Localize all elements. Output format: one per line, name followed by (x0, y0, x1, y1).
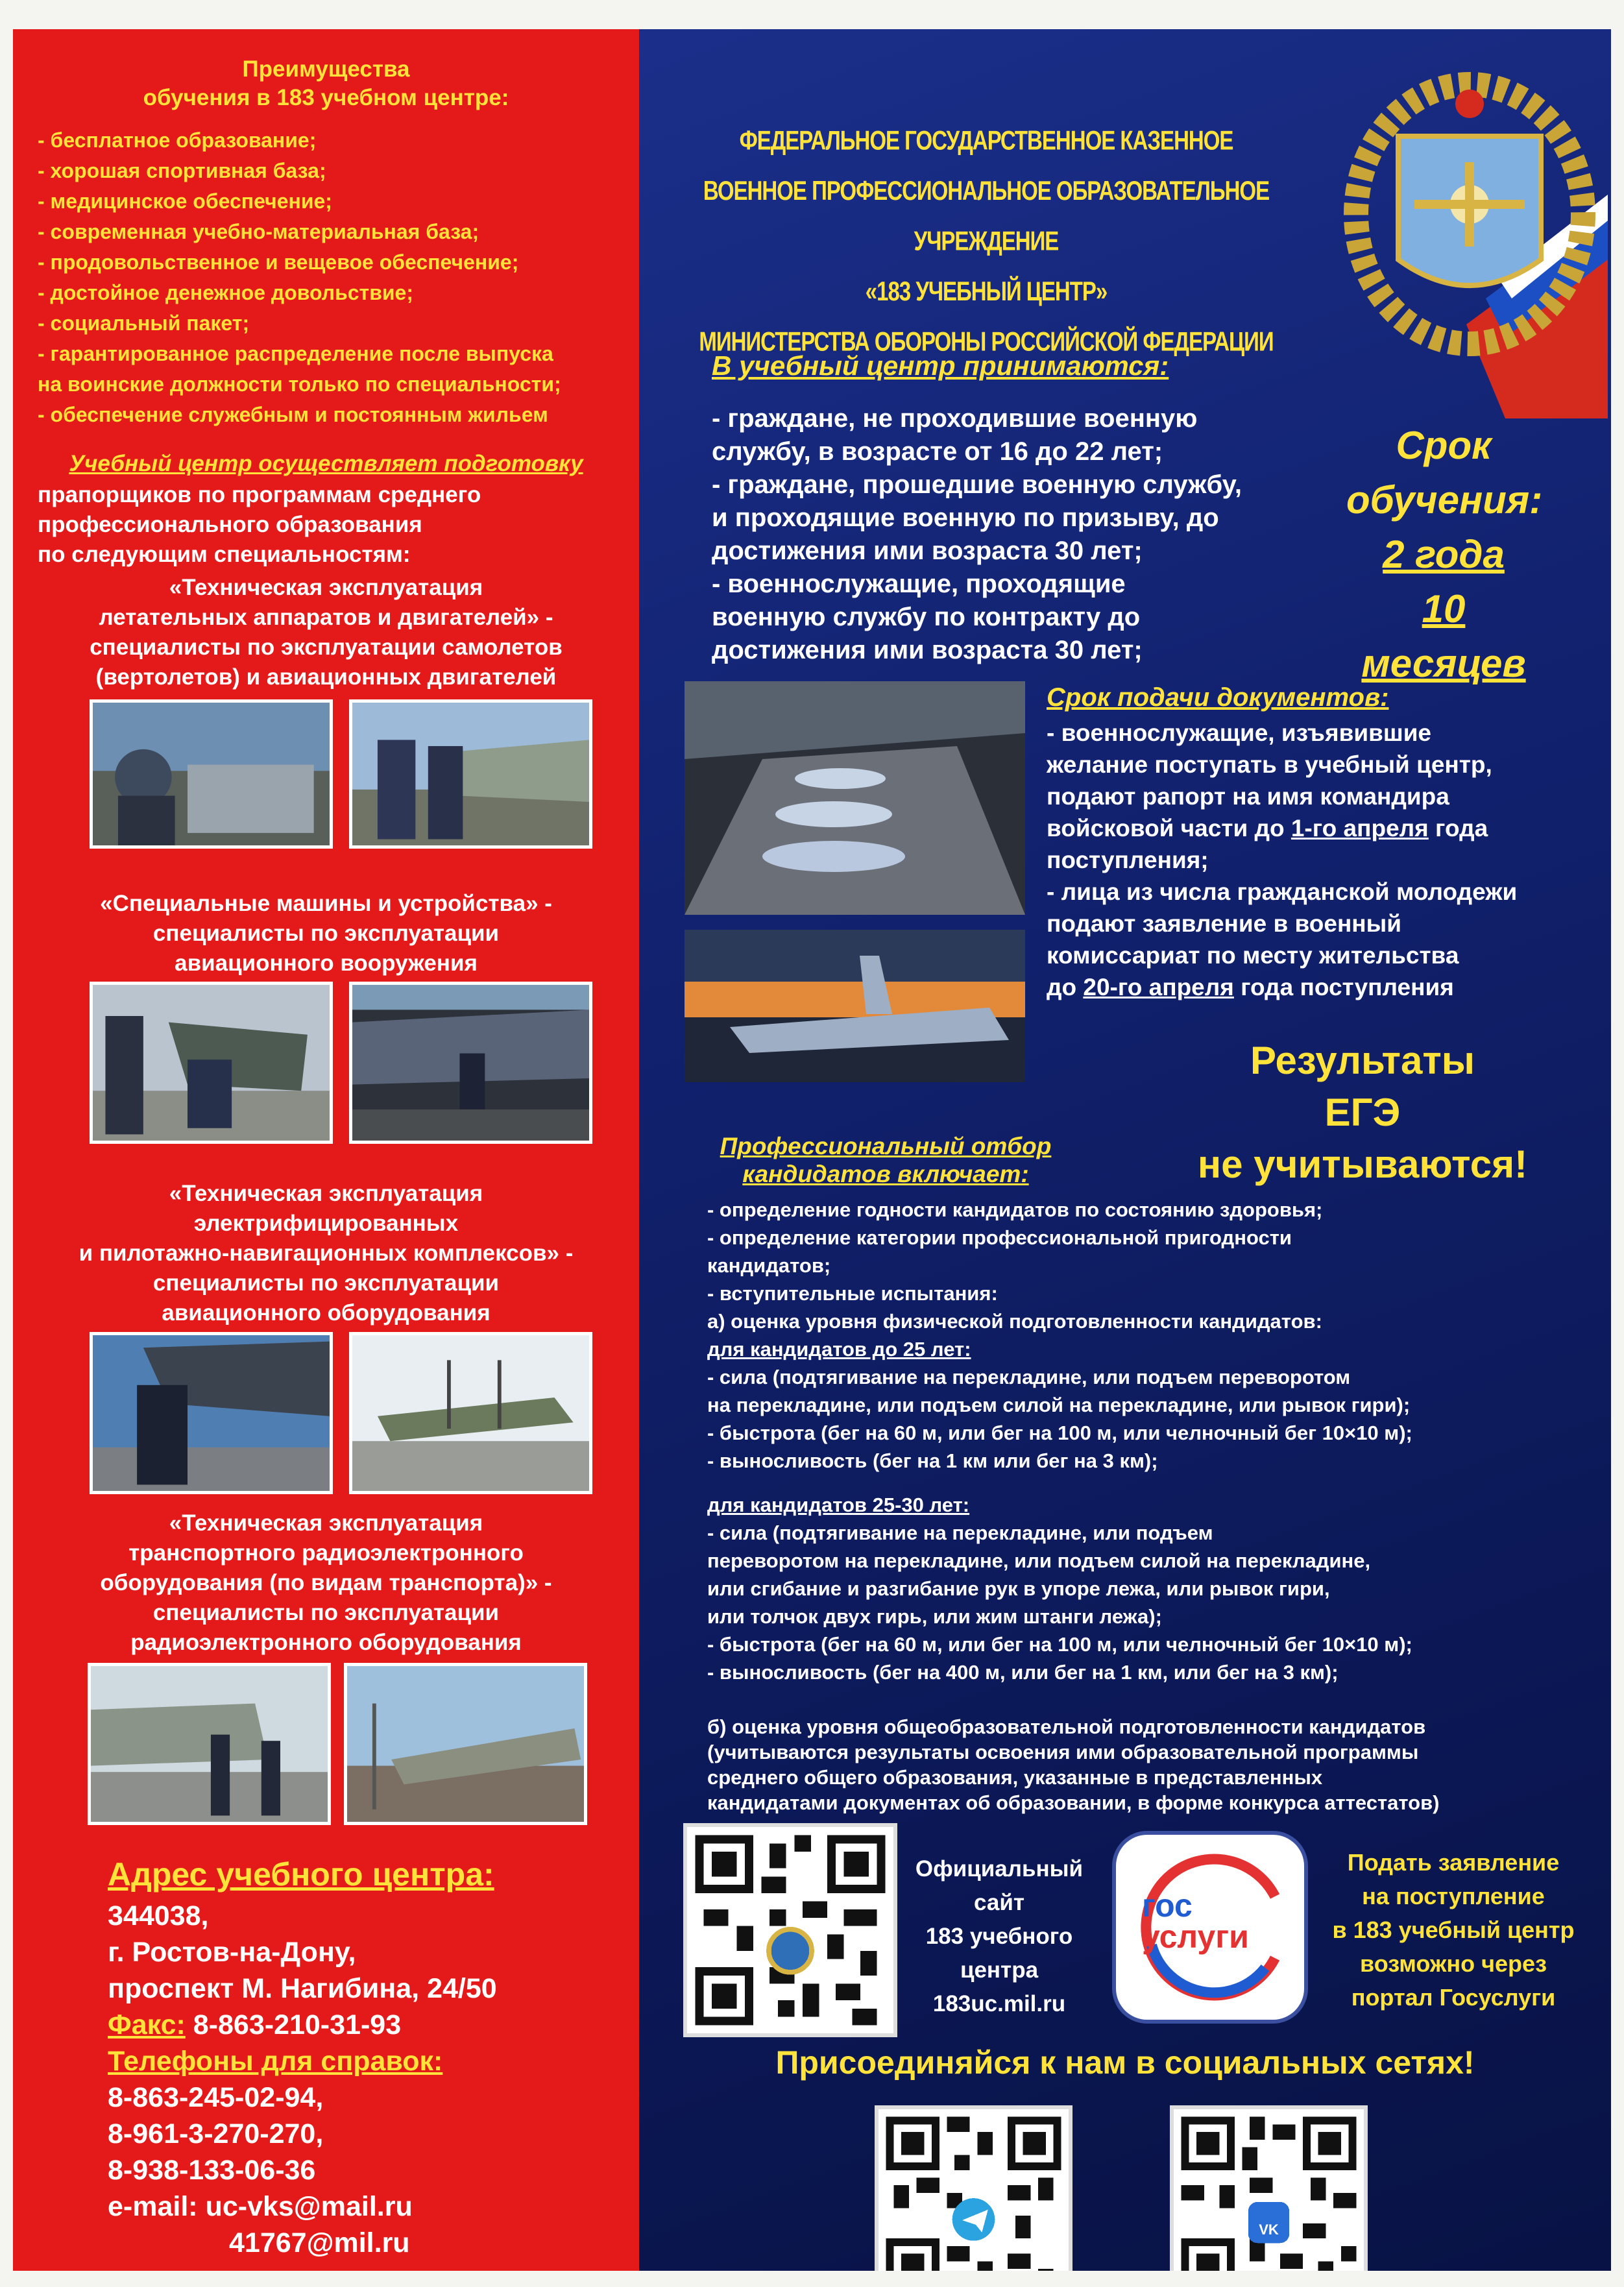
photo-airfield-jet (344, 1663, 587, 1825)
list-item: - бесплатное образование; (38, 128, 317, 152)
photo-jet-on-stands (349, 1332, 592, 1494)
right-panel (639, 29, 1611, 2271)
photo-jet-inspection (349, 699, 592, 849)
phone: 8-863-245-02-94, (108, 2082, 324, 2113)
photo-hangar-aircraft (349, 982, 592, 1144)
qr-code-official-site[interactable] (683, 1823, 897, 2037)
list-item: - гарантированное распределение после выпуска (38, 342, 553, 365)
specialty-2: «Специальные машины и устройства» - специалисты по эксплуатации авиационного вооружения (100, 891, 552, 976)
gosuslugi-logo-text: гос услуги (1142, 1887, 1249, 1955)
specialty-1: «Техническая эксплуатация летательных аппаратов и двигателей» - специалисты по эксплуатации самолетов (вертолетов) и авиационных двигателей (90, 575, 563, 690)
emblem (1337, 65, 1608, 418)
photo-engine-maintenance (90, 699, 333, 849)
accepted-list: - граждане, не проходившие военную службу, в возрасте от 16 до 22 лет; - граждане, прошедшие военную службу, и проходящие военную по призыву, до достижения ими возраста 30 лет; - военнослужащие, проходящие военную службу по контракту до достижения ими возраста 30 лет; (712, 404, 1242, 664)
email-secondary: 41767@mil.ru (229, 2227, 410, 2258)
ege-notice: Результаты ЕГЭ не учитываются! (1197, 1039, 1528, 1186)
deadline-heading: Срок подачи документов: (1047, 683, 1389, 712)
address-block: 344038, г. Ростов-на-Дону, проспект М. Нагибина, 24/50 Факс: 8-863-210-31-93 Телефоны для справок: 8-863-245-02-94, 8-961-3-270-270, 8-938-133-06-36 e-mail: uc-vks@mail.ru 41767@mil.ru (108, 1898, 497, 2261)
qr-code-vk[interactable] (1170, 2105, 1368, 2271)
list-item: - достойное денежное довольствие; (38, 281, 413, 304)
accepted-heading: В учебный центр принимаются: (712, 350, 1169, 381)
phone: 8-938-133-06-36 (108, 2155, 316, 2186)
general-education-test: б) оценка уровня общеобразовательной подготовленности кандидатов (учитываются результаты освоения ими образовательной программы среднего общего образования, указанные в представленных кандидатами документах об образовании, в форме конкурса аттестатов) (707, 1715, 1440, 1814)
deadline-text: - военнослужащие, изъявившие желание поступать в учебный центр, подают рапорт на имя командира войсковой части до 1-го апреля года поступления; - лица из числа гражданской молодежи подают заявление в военный комиссариат по месту жительства до 20-го апреля года поступления (1047, 720, 1518, 1000)
phones-label: Телефоны для справок: (108, 2046, 443, 2077)
selection-heading: Профессиональный отбор кандидатов включает: (720, 1133, 1052, 1187)
list-item: - современная учебно-материальная база; (38, 220, 479, 243)
training-heading: Учебный центр осуществляет подготовку (69, 451, 583, 476)
photo-jet-at-sunset (685, 930, 1025, 1082)
left-panel (13, 29, 639, 2271)
specialty-4: «Техническая эксплуатация транспортного радиоэлектронного оборудования (по видам транспорта)» - специалисты по эксплуатации радиоэлектронного оборудования (100, 1510, 552, 1655)
list-item: - хорошая спортивная база; (38, 159, 326, 182)
gosuslugi-logo[interactable] (1116, 1835, 1304, 2020)
official-site-info: Официальный сайт 183 учебного центра 183uc.mil.ru (905, 1852, 1093, 2021)
institution-header: ФЕДЕРАЛЬНОЕ ГОСУДАРСТВЕННОЕ КАЗЕННОЕ ВОЕННОЕ ПРОФЕССИОНАЛЬНОЕ ОБРАЗОВАТЕЛЬНОЕ УЧРЕЖДЕНИЕ «183 УЧЕБНЫЙ ЦЕНТР» МИНИСТЕРСТВА ОБОРОНЫ РОССИЙСКОЙ ФЕДЕРАЦИИ (699, 125, 1274, 357)
vk-icon: VK (1259, 2221, 1279, 2238)
list-item: - обеспечение служебным и постоянным жильем (38, 403, 548, 426)
list-item: на воинские должности только по специальности; (38, 372, 561, 396)
specialty-3: «Техническая эксплуатация электрифицированных и пилотажно-навигационных комплексов» - специалисты по эксплуатации авиационного оборудования (79, 1181, 574, 1325)
photo-airfield-lineup (685, 681, 1025, 915)
list-item: - продовольственное и вещевое обеспечение; (38, 250, 519, 274)
training-text: прапорщиков по программам среднего профессионального образования по следующим специальностям: (38, 482, 481, 567)
photo-radio-equipment (88, 1663, 331, 1825)
gosuslugi-info: Подать заявление на поступление в 183 учебный центр возможно через портал Госуслуги (1332, 1849, 1575, 2011)
photo-helicopter-armament (90, 982, 333, 1144)
qr-code-telegram[interactable] (875, 2105, 1073, 2271)
advantages-title: Преимущества обучения в 183 учебном центре: (143, 56, 509, 110)
phone: 8-961-3-270-270, (108, 2118, 324, 2149)
selection-25-30: для кандидатов 25-30 лет: - сила (подтягивание на перекладине, или подъем переворотом на перекладине, или подъем силой на перекладине, или сгибание и разгибание рук в упоре лежа, или рывок гири, или толчок двух гирь, или жим штанги лежа); - быстрота (бег на 60 м, или бег на 100 м, или челночный бег 10×10 м); - выносливость (бег на 400 м, или бег на 1 км, или бег на 3 км); (707, 1494, 1412, 1684)
list-item: - медицинское обеспечение; (38, 189, 332, 213)
study-duration: Срок обучения: 2 года 10 месяцев (1346, 424, 1543, 685)
selection-list: - определение годности кандидатов по состоянию здоровья; - определение категории профессиональной пригодности кандидатов; - вступительные испытания: а) оценка уровня физической подготовленности кандидатов: для кандидатов до 25 лет: - сила (подтягивание на перекладине, или подъем переворотом на перекладине, или подъем силой на перекладине, или рывок гири); - быстрота (бег на 60 м, или бег на 100 м, или челночный бег 10×10 м); - выносливость (бег на 1 км или бег на 3 км); (707, 1198, 1412, 1472)
social-heading: Присоединяйся к нам в социальных сетях! (775, 2044, 1475, 2081)
advantages-list (38, 125, 561, 430)
email: e-mail: uc-vks@mail.ru (108, 2191, 413, 2222)
address-heading: Адрес учебного центра: (108, 1856, 494, 1893)
fax: Факс: 8-863-210-31-93 (108, 2009, 402, 2040)
photo-avionics-technician (90, 1332, 333, 1494)
site-link[interactable]: 183uc.mil.ru (932, 1991, 1066, 2016)
list-item: - социальный пакет; (38, 311, 250, 335)
